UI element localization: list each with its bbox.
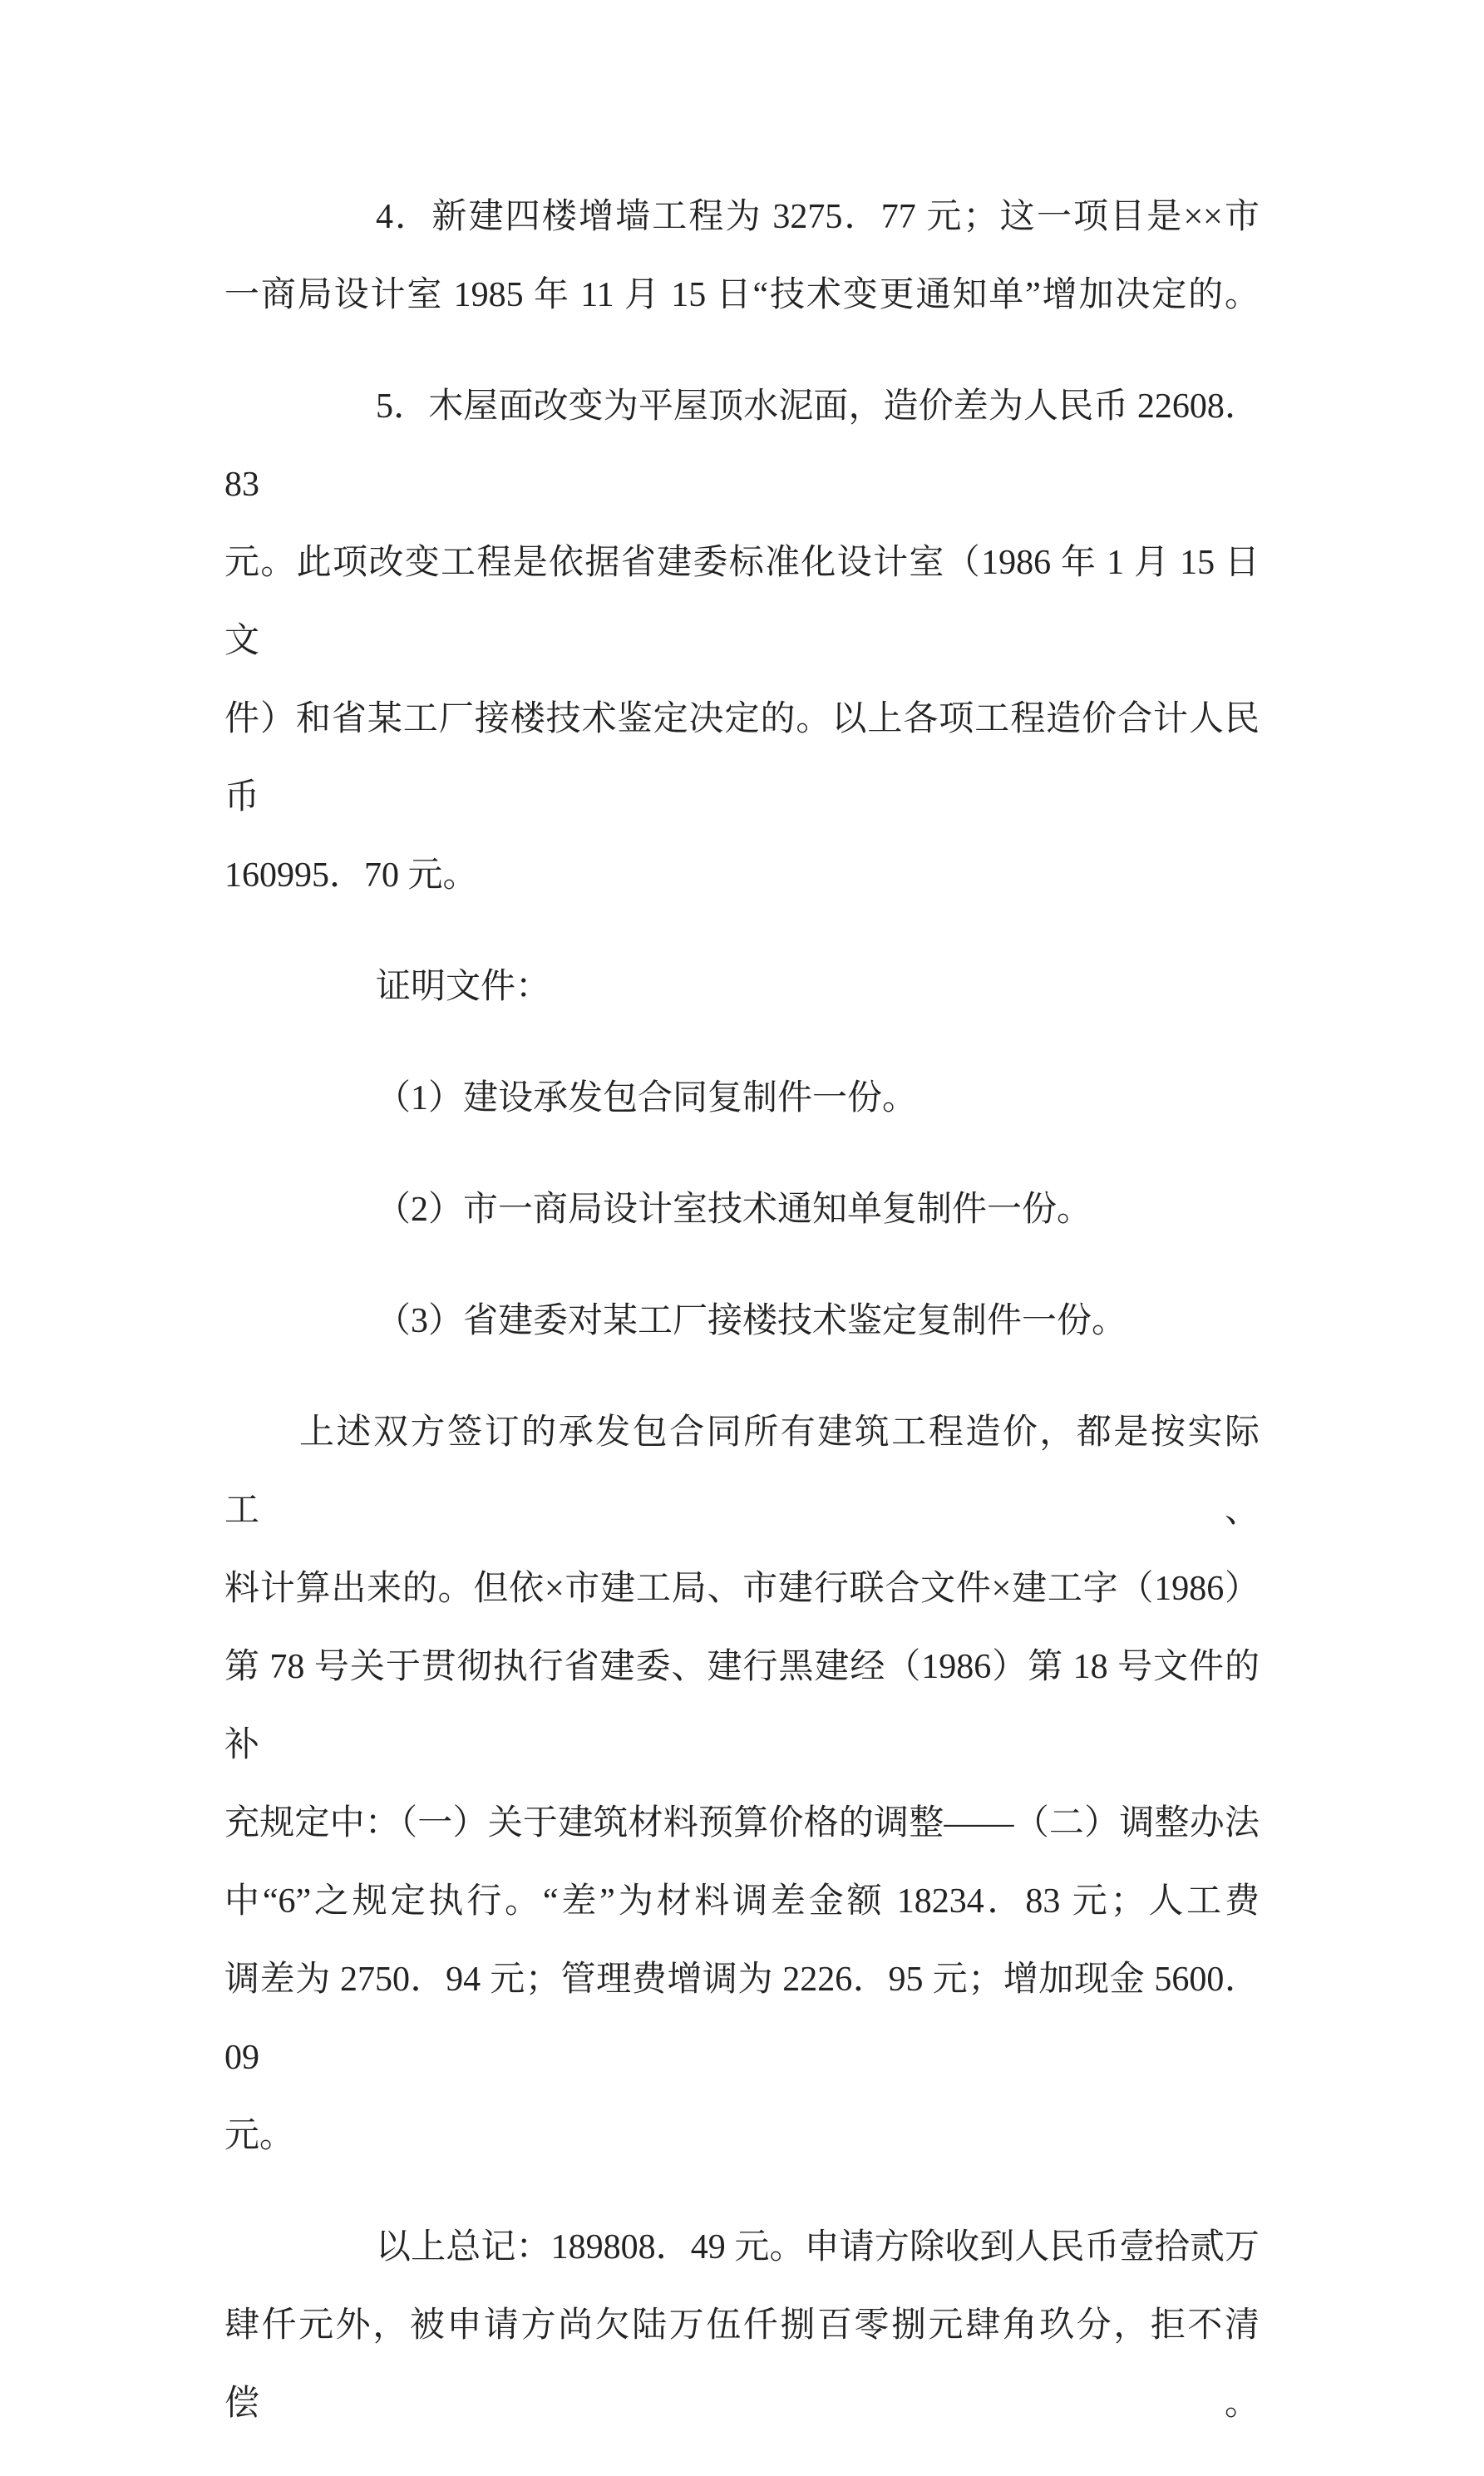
text-line: 第 78 号关于贯彻执行省建委、建行黑建经（1986）第 18 号文件的补: [224, 1648, 1260, 1764]
text-line: 一商局设计室 1985 年 11 月 15 日“技术变更通知单”增加决定的。: [224, 276, 1260, 314]
text-line: 调差为 2750．94 元；管理费增调为 2226．95 元；增加现金 5600．09: [224, 1961, 1260, 2077]
text-line: （1）建设承发包合同复制件一份。: [376, 1079, 918, 1117]
text-line: 料计算出来的。但依×市建工局、市建行联合文件×建工字（1986）: [224, 1570, 1260, 1608]
list-item-proof-1: [224, 1059, 1260, 1137]
paragraph-total-summary: [224, 2208, 1260, 2443]
text-line: 5．木屋面改变为平屋顶水泥面，造价差为人民币 22608．83: [224, 387, 1260, 504]
paragraph-item-4: [224, 178, 1260, 334]
text-line: （3）省建委对某工厂接楼技术鉴定复制件一份。: [376, 1302, 1127, 1340]
text-line: 元。此项改变工程是依据省建委标准化设计室（1986 年 1 月 15 日文: [224, 544, 1260, 660]
text-line: 以上总记：189808．49 元。申请方除收到人民币壹拾贰万: [376, 2228, 1260, 2266]
list-item-proof-2: [224, 1171, 1260, 1249]
paragraph-item-5: [224, 367, 1260, 915]
text-line: 充规定中：（一）关于建筑材料预算价格的调整——（二）调整办法: [224, 1804, 1260, 1842]
text-line: 件）和省某工厂接楼技术鉴定决定的。以上各项工程造价合计人民币: [224, 700, 1260, 816]
text-line: 中“6”之规定执行。“差”为材料调差金额 18234．83 元；人工费: [224, 1882, 1260, 1921]
list-item-proof-3: [224, 1282, 1260, 1360]
paragraph-contract-pricing: [224, 1393, 1260, 2175]
text-line: 证明文件：: [376, 968, 551, 1006]
text-line: 4．新建四楼增墙工程为 3275．77 元；这一项目是××市: [376, 198, 1260, 236]
heading-proof-documents: [224, 948, 1260, 1026]
text-line: 元。: [224, 2117, 295, 2155]
text-line: （2）市一商局设计室技术通知单复制件一份。: [376, 1191, 1092, 1229]
text-line: 160995．70 元。: [224, 856, 478, 895]
text-line: 肆仟元外，被申请方尚欠陆万伍仟捌百零捌元肆角玖分，拒不清偿。: [224, 2306, 1260, 2423]
text-line: 上述双方签订的承发包合同所有建筑工程造价，都是按实际工、: [224, 1413, 1260, 1530]
